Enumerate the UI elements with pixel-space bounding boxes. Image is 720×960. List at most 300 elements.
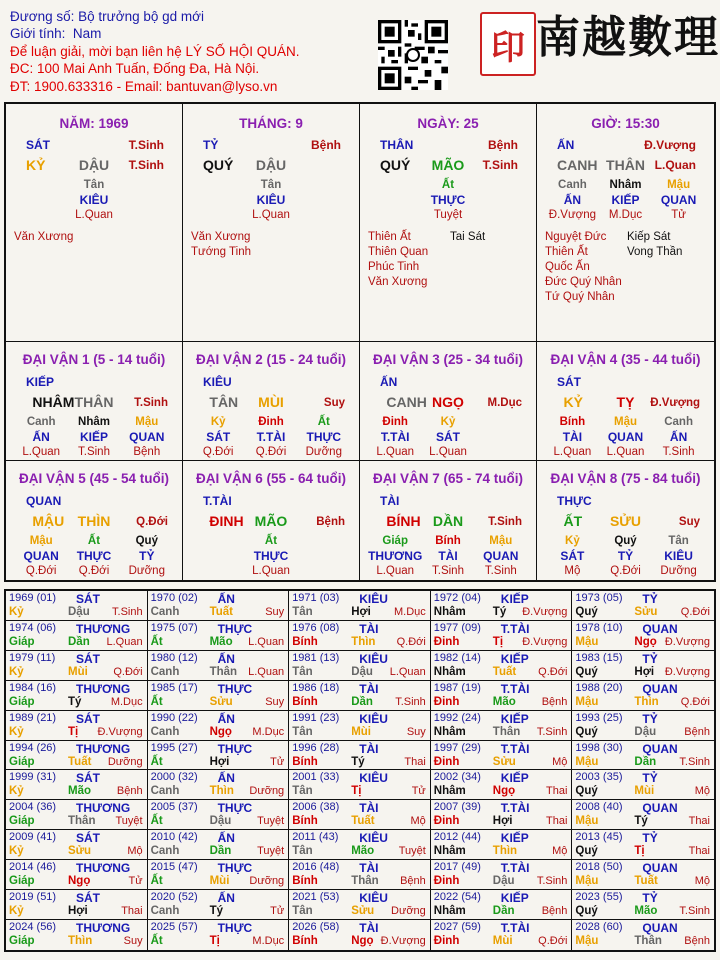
year-label: 2025 (57) — [150, 921, 198, 934]
year-state: Tử — [128, 875, 143, 888]
pillar-year — [6, 104, 183, 342]
year-branch: Sửu — [68, 845, 92, 858]
stars-list-left — [545, 230, 622, 305]
year-label: 1994 (26) — [9, 741, 57, 754]
year-star: TỶ — [642, 651, 658, 666]
dai-van-hidden-star: QUAN — [23, 549, 59, 563]
year-label: 2020 (52) — [150, 891, 198, 904]
year-branch: Ngọ — [351, 935, 374, 948]
year-label: 1992 (24) — [433, 711, 481, 724]
year-state: Mộ — [694, 875, 710, 888]
year-stem: Bính — [292, 695, 318, 708]
year-cell — [572, 860, 714, 890]
stars-list-item: Thiên Ất — [545, 246, 588, 258]
dai-van-star: T.TÀI — [203, 494, 232, 508]
year-cell — [148, 770, 290, 800]
year-label: 1973 (05) — [575, 592, 623, 604]
year-stem: Canh — [150, 785, 180, 798]
year-label: 1991 (23) — [292, 711, 340, 724]
dai-van-hidden-stem: Kỷ — [565, 535, 580, 547]
year-cell — [289, 860, 431, 890]
dai-van-hidden-stem: Kỷ — [440, 416, 456, 428]
year-cell — [148, 800, 290, 830]
stars-list-item: Phúc Tinh — [368, 261, 420, 273]
year-branch: Ngọ — [492, 785, 516, 798]
year-star: TÀI — [359, 741, 379, 756]
dai-van-branch: MÃO — [254, 513, 288, 529]
gender-value: Nam — [72, 26, 102, 42]
dai-van-title: ĐẠI VẬN 1 (5 - 14 tuổi) — [22, 352, 166, 367]
year-star: THỰC — [217, 621, 253, 636]
hidden-state: Tử — [671, 209, 686, 221]
year-label: 2017 (49) — [433, 861, 481, 874]
dai-van-hidden-star: QUAN — [129, 430, 165, 444]
chart-grid — [4, 102, 716, 582]
year-branch: Tuất — [492, 665, 517, 678]
year-stem: Quý — [575, 725, 598, 738]
dai-van-state: Suy — [323, 397, 345, 409]
pillar-star: ẤN — [557, 138, 575, 152]
dai-van-title: ĐẠI VẬN 3 (25 - 34 tuổi) — [372, 352, 524, 367]
dai-van-hidden-state: Q.Đới — [78, 565, 110, 577]
year-cell — [572, 651, 714, 681]
dai-van-state: Q.Đới — [136, 516, 168, 528]
year-state: M.Dục — [110, 695, 143, 708]
pillar-title: THÁNG: 9 — [239, 116, 303, 131]
year-label: 2006 (38) — [292, 801, 340, 814]
year-star: T.TÀI — [500, 801, 530, 816]
year-star: THỰC — [217, 741, 253, 756]
year-state: T.Sinh — [395, 695, 426, 708]
year-stem: Mậu — [575, 815, 599, 828]
year-cell — [431, 681, 573, 711]
pillar-star-state: Đ.Vượng — [644, 138, 696, 152]
dai-van-star: THỰC — [557, 494, 592, 508]
hidden-state: M.Dục — [608, 209, 643, 221]
year-cell — [148, 890, 290, 920]
pillar-day — [360, 104, 537, 342]
dai-van-stem: MẬU — [32, 513, 65, 529]
dai-van-hidden-state: L.Quan — [429, 446, 467, 458]
year-state: Đ.Vượng — [380, 935, 426, 948]
dai-van-hidden-state: Q.Đới — [25, 565, 57, 577]
stars-list-item: Quốc Ấn — [545, 261, 590, 273]
year-stem: Tân — [292, 785, 313, 798]
dai-van-hidden-stem: Tân — [668, 535, 689, 547]
dai-van-title: ĐẠI VẬN 8 (75 - 84 tuổi) — [550, 471, 701, 486]
dai-van-hidden-state: L.Quan — [553, 446, 592, 458]
year-stem: Canh — [150, 845, 180, 858]
year-stem: Mậu — [575, 695, 599, 708]
hidden-star: KIẾP — [611, 193, 640, 207]
dai-van-stem: BÍNH — [386, 513, 421, 529]
dai-van-hidden-stem: Đinh — [382, 416, 408, 428]
year-state: Tử — [270, 755, 285, 768]
dai-van-hidden-stem: Quý — [135, 535, 158, 547]
year-cell — [431, 651, 573, 681]
year-branch: Tý — [209, 905, 224, 918]
stars-list-item: Kiếp Sát — [627, 231, 671, 243]
year-star: KIẾP — [500, 771, 529, 786]
year-stem: Bính — [292, 815, 318, 828]
year-branch: Thìn — [492, 845, 518, 858]
year-star: THƯƠNG — [76, 621, 131, 636]
stars-list-item: Nguyệt Đức — [545, 231, 607, 243]
pillar-star-state: Bệnh — [311, 138, 341, 152]
year-label: 2015 (47) — [150, 861, 198, 874]
year-label: 1985 (17) — [150, 681, 198, 694]
year-state: Tử — [411, 785, 426, 798]
year-state: Đ.Vượng — [522, 635, 568, 648]
dai-van-hidden-stem: Bính — [559, 416, 586, 428]
dai-van-1 — [6, 342, 183, 461]
year-label: 2012 (44) — [433, 831, 481, 844]
year-state: Mộ — [127, 845, 143, 858]
year-stem: Ất — [150, 635, 163, 648]
dai-van-5 — [6, 461, 183, 580]
year-state: Dưỡng — [249, 875, 285, 888]
dai-van-hidden-star: TÀI — [438, 549, 458, 563]
year-star: QUAN — [642, 921, 678, 936]
year-star: QUAN — [642, 801, 678, 816]
year-state: Mộ — [552, 845, 568, 858]
hidden-star: QUAN — [660, 193, 697, 207]
year-stem: Kỷ — [9, 665, 24, 678]
year-state: Đ.Vượng — [664, 665, 710, 678]
year-label: 1987 (19) — [433, 681, 481, 694]
year-state: Suy — [406, 725, 426, 738]
year-cell — [289, 920, 431, 950]
dai-van-state: Bệnh — [316, 516, 345, 528]
year-star: T.TÀI — [500, 861, 530, 876]
year-cell — [572, 711, 714, 741]
hidden-state: L.Quan — [75, 209, 113, 221]
year-stem: Tân — [292, 606, 313, 618]
dai-van-hidden-star: TÀI — [562, 430, 583, 444]
dai-van-title: ĐẠI VẬN 2 (15 - 24 tuổi) — [195, 352, 347, 367]
year-state: Q.Đới — [680, 695, 710, 708]
year-branch: Hợi — [68, 905, 88, 918]
dai-van-hidden-stem: Mậu — [29, 535, 53, 547]
pillar-branch-state: L.Quan — [654, 158, 696, 172]
year-state: Thai — [688, 845, 710, 858]
year-state: Tuyệt — [257, 845, 285, 858]
year-branch: Mùi — [492, 935, 513, 948]
year-star: T.TÀI — [500, 621, 530, 636]
year-cell — [6, 920, 148, 950]
dai-van-star: TÀI — [380, 494, 400, 508]
year-branch: Tuất — [634, 875, 658, 888]
stars-list-item: Tướng Tinh — [191, 246, 251, 258]
dai-van-hidden-state: L.Quan — [252, 565, 290, 577]
dai-van-hidden-star: QUAN — [607, 430, 644, 444]
year-branch: Ngọ — [209, 725, 232, 738]
year-stem: Quý — [575, 665, 598, 678]
year-branch: Thìn — [634, 695, 659, 708]
year-cell — [572, 920, 714, 950]
year-label: 1990 (22) — [150, 711, 198, 724]
annual-luck-table — [4, 589, 716, 952]
year-branch: Thìn — [351, 635, 376, 648]
year-star: SÁT — [76, 592, 100, 606]
year-branch: Thân — [68, 815, 96, 828]
pillar-star: TỶ — [203, 138, 219, 152]
stars-list-left — [368, 230, 428, 290]
stars-list-item: Thiên Quan — [368, 246, 429, 258]
year-branch: Thân — [634, 935, 662, 948]
stars-list-item: Tứ Quý Nhân — [545, 291, 615, 303]
year-label: 1998 (30) — [575, 741, 623, 754]
dai-van-hidden-state: T.Sinh — [432, 565, 464, 577]
year-label: 2021 (53) — [292, 891, 340, 904]
dai-van-stem: CANH — [386, 394, 427, 410]
year-cell — [572, 830, 714, 860]
year-branch: Hợi — [209, 755, 230, 768]
stars-list-item: Văn Xương — [14, 231, 74, 243]
year-state: Mộ — [552, 755, 568, 768]
year-branch: Tị — [492, 635, 504, 648]
year-cell — [148, 711, 290, 741]
dai-van-hidden-star: THỰC — [253, 549, 289, 563]
year-branch: Mão — [68, 785, 91, 798]
dai-van-2 — [183, 342, 360, 461]
pillar-title: NGÀY: 25 — [417, 116, 479, 131]
hidden-state: L.Quan — [252, 209, 290, 221]
year-label: 1996 (28) — [292, 741, 340, 754]
year-stem: Canh — [150, 606, 180, 618]
year-label: 2010 (42) — [150, 831, 198, 844]
year-state: Đ.Vượng — [522, 606, 568, 618]
year-stem: Giáp — [9, 695, 35, 708]
year-stem: Đinh — [433, 875, 460, 888]
year-star: KIÊU — [359, 891, 388, 906]
year-label: 1969 (01) — [9, 592, 57, 604]
year-label: 2000 (32) — [150, 771, 198, 784]
year-label: 1970 (02) — [150, 592, 198, 604]
year-star: T.TÀI — [500, 921, 530, 936]
year-state: Thai — [688, 815, 710, 828]
year-stem: Kỷ — [9, 845, 24, 858]
year-state: L.Quan — [389, 665, 426, 678]
year-star: QUAN — [642, 621, 678, 636]
year-label: 1984 (16) — [9, 681, 57, 694]
dai-van-stem: NHÂM — [32, 394, 75, 410]
year-star: SÁT — [76, 891, 100, 906]
year-branch: Tị — [68, 725, 79, 738]
year-branch: Sửu — [209, 695, 233, 708]
year-star: ẤN — [217, 771, 235, 786]
year-state: M.Dục — [252, 725, 285, 738]
dai-van-branch: MÙI — [258, 394, 284, 410]
dai-van-hidden-star: THỰC — [306, 430, 342, 444]
phone-email-line[interactable]: ĐT: 1900.633316 - Email: bantuvan@lyso.vn — [10, 78, 278, 94]
year-star: KIÊU — [359, 651, 388, 666]
dai-van-hidden-stem: Giáp — [382, 535, 408, 547]
year-cell — [6, 860, 148, 890]
year-state: Tuyệt — [257, 815, 285, 828]
year-label: 2002 (34) — [433, 771, 481, 784]
year-stem: Bính — [292, 935, 318, 948]
year-cell — [289, 591, 431, 621]
year-state: Mộ — [694, 785, 710, 798]
year-cell — [431, 711, 573, 741]
dai-van-hidden-state: Mộ — [564, 565, 581, 577]
year-branch: Thân — [351, 875, 379, 888]
year-cell — [148, 741, 290, 771]
dai-van-state: T.Sinh — [134, 397, 168, 409]
owner-line: Đương số: Bộ trưởng bộ gd mới — [10, 9, 204, 24]
pillar-star-state: T.Sinh — [128, 138, 164, 152]
year-state: Bệnh — [684, 935, 710, 948]
year-stem: Tân — [292, 725, 313, 738]
dai-van-hidden-star: SÁT — [560, 549, 585, 563]
year-branch: Tuất — [351, 815, 375, 828]
year-stem: Canh — [150, 665, 180, 678]
year-label: 1999 (31) — [9, 771, 57, 784]
year-cell — [431, 770, 573, 800]
dai-van-hidden-state: Q.Đới — [202, 446, 234, 458]
year-star: KIÊU — [359, 592, 388, 606]
year-branch: Dậu — [209, 815, 232, 828]
year-branch: Hợi — [634, 665, 655, 678]
dai-van-hidden-star: SÁT — [206, 430, 231, 444]
dai-van-hidden-star: QUAN — [483, 549, 519, 563]
year-label: 2007 (39) — [433, 801, 481, 814]
year-label: 1986 (18) — [292, 681, 340, 694]
year-label: 2023 (55) — [575, 891, 623, 904]
year-cell — [289, 770, 431, 800]
year-branch: Mão — [351, 845, 375, 858]
year-stem: Nhâm — [433, 845, 466, 858]
year-state: T.Sinh — [679, 905, 710, 918]
stars-list-right — [450, 230, 485, 245]
year-branch: Thân — [209, 665, 238, 678]
pillar-branch-state: T.Sinh — [128, 158, 164, 172]
year-state: Tuyệt — [115, 815, 143, 828]
dai-van-hidden-state: Dưỡng — [660, 565, 697, 577]
year-stem: Mậu — [575, 875, 599, 888]
dai-van-branch: THÌN — [77, 513, 111, 529]
year-cell — [289, 681, 431, 711]
year-branch: Mão — [634, 905, 658, 918]
year-star: SÁT — [76, 651, 100, 666]
year-label: 1975 (07) — [150, 621, 198, 634]
qr-code-icon[interactable] — [378, 20, 448, 90]
year-branch: Mùi — [68, 665, 88, 678]
year-state: Tử — [270, 905, 285, 918]
year-branch: Sửu — [634, 606, 658, 618]
year-cell — [572, 800, 714, 830]
stars-list-right — [627, 230, 682, 260]
dai-van-title: ĐẠI VẬN 6 (55 - 64 tuổi) — [195, 471, 347, 486]
year-cell — [148, 651, 290, 681]
year-cell — [6, 741, 148, 771]
year-cell — [6, 770, 148, 800]
year-stem: Quý — [575, 845, 598, 858]
hidden-star: THỰC — [430, 193, 466, 207]
year-cell — [431, 890, 573, 920]
dai-van-branch: THÂN — [74, 394, 114, 410]
dai-van-title: ĐẠI VẬN 7 (65 - 74 tuổi) — [372, 471, 524, 486]
dai-van-hidden-star: TỶ — [139, 549, 155, 563]
year-label: 2022 (54) — [433, 891, 481, 904]
hidden-stem: Mậu — [667, 179, 691, 191]
dai-van-hidden-state: Q.Đới — [255, 446, 287, 458]
stars-list-item: Thiên Ất — [368, 231, 411, 243]
year-state: Bệnh — [541, 695, 568, 708]
year-cell — [289, 830, 431, 860]
year-star: ẤN — [217, 651, 235, 666]
year-star: THỰC — [217, 921, 253, 936]
hidden-star: ẤN — [563, 193, 582, 207]
year-label: 2008 (40) — [575, 801, 623, 814]
dai-van-hidden-star: ẤN — [669, 430, 688, 444]
year-stem: Bính — [292, 875, 318, 888]
stars-list-left — [191, 230, 251, 260]
dai-van-branch: DẦN — [432, 513, 464, 529]
pillar-stem: KỶ — [26, 157, 46, 173]
year-star: TỶ — [642, 891, 658, 906]
year-branch: Dậu — [351, 665, 373, 678]
year-stem: Đinh — [433, 935, 460, 948]
pillar-branch: DẬU — [78, 157, 110, 173]
dai-van-star: QUAN — [26, 494, 62, 508]
year-stem: Nhâm — [433, 606, 466, 618]
year-star: THƯƠNG — [76, 861, 131, 876]
dai-van-hidden-star: SÁT — [436, 430, 460, 444]
pillar-stem: CANH — [557, 157, 598, 173]
year-branch: Tý — [634, 815, 648, 828]
year-stem: Ất — [150, 695, 163, 708]
year-star: KIÊU — [359, 711, 388, 726]
pillar-title: GIỜ: 15:30 — [591, 116, 660, 131]
year-star: KIẾP — [500, 891, 529, 906]
year-stem: Giáp — [9, 815, 35, 828]
year-star: THƯƠNG — [76, 921, 131, 936]
year-label: 2009 (41) — [9, 831, 57, 844]
dai-van-state: M.Dục — [487, 397, 522, 409]
year-label: 1997 (29) — [433, 741, 481, 754]
year-branch: Mùi — [351, 725, 371, 738]
year-state: Tuyệt — [398, 845, 426, 858]
dai-van-hidden-star: THỰC — [76, 549, 112, 563]
year-label: 1978 (10) — [575, 621, 623, 634]
year-stem: Đinh — [433, 695, 460, 708]
year-label: 1979 (11) — [9, 651, 56, 664]
dai-van-hidden-stem: Kỷ — [210, 416, 226, 428]
year-cell — [572, 890, 714, 920]
year-label: 1974 (06) — [9, 621, 57, 634]
year-cell — [572, 681, 714, 711]
year-cell — [289, 800, 431, 830]
dai-van-state: Suy — [678, 516, 700, 528]
dai-van-hidden-stem: Ất — [264, 535, 278, 547]
year-branch: Mão — [492, 695, 516, 708]
dai-van-hidden-state: Dưỡng — [128, 565, 165, 577]
dai-van-stem: ĐINH — [209, 513, 244, 529]
gender-label: Giới tính: — [10, 26, 66, 42]
year-stem: Bính — [292, 755, 318, 768]
year-star: TÀI — [359, 861, 379, 876]
dai-van-hidden-star: THƯƠNG — [368, 549, 423, 563]
year-state: Dưỡng — [249, 785, 285, 798]
year-star: TỶ — [642, 831, 658, 846]
year-branch: Tuất — [68, 755, 92, 768]
year-state: Suy — [265, 695, 285, 708]
year-branch: Tị — [209, 935, 220, 948]
year-label: 2013 (45) — [575, 831, 623, 844]
dai-van-state: Đ.Vượng — [650, 397, 700, 409]
